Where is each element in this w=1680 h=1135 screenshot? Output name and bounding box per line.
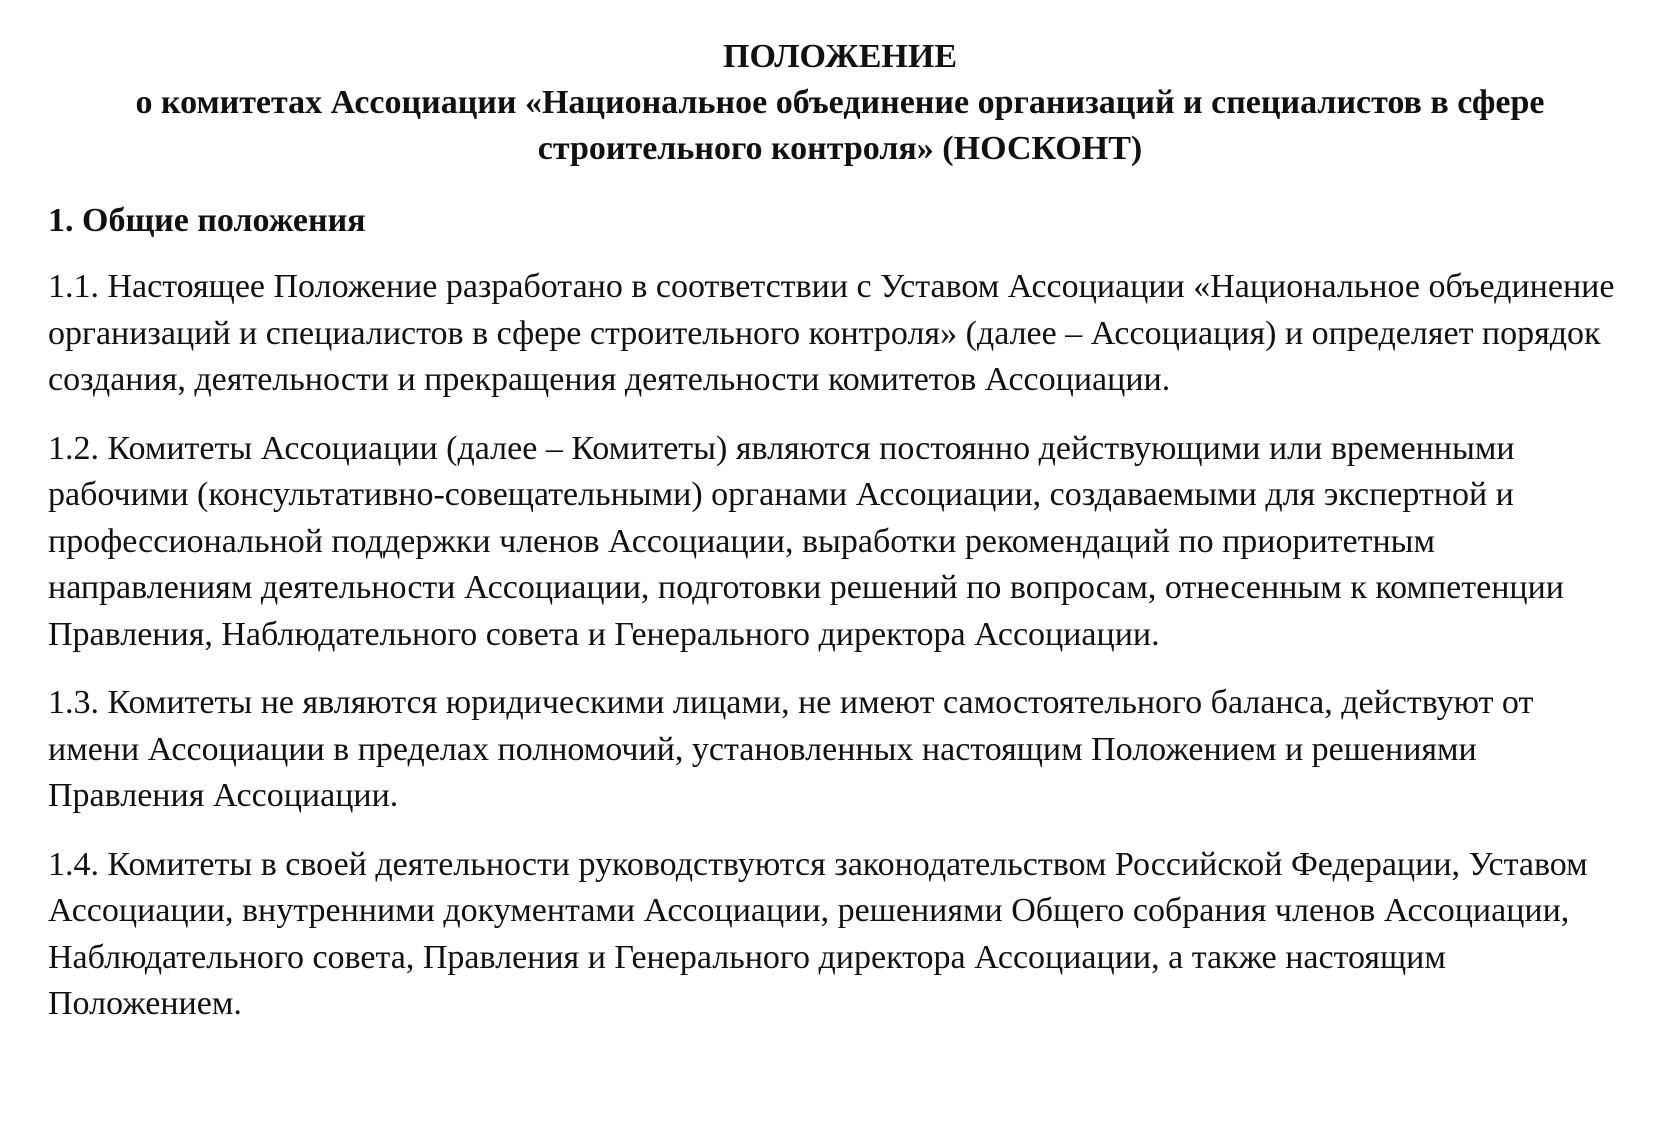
paragraph-1-1: 1.1. Настоящее Положение разработано в соответствии с Уставом Ассоциации «Национальное объединение организаций и специалистов в сфере строительного контроля» (далее – Ассоциация) и определяет порядок создания, деятельности и прекращения деятельности комитетов Ассоциации.: [48, 268, 1615, 398]
paragraph-1-4: 1.4. Комитеты в своей деятельности руководствуются законодательством Российской Федерации, Уставом Ассоциации, внутренними документами Ассоциации, решениями Общего собрания членов Ассоциации, Наблюдательного совета, Правления и Генерального директора Ассоциации, а также настоящим Положением.: [48, 845, 1588, 1022]
section-heading: 1. Общие положения: [48, 202, 366, 239]
document-subtitle: о комитетах Ассоциации «Национальное объединение организаций и специалистов в сфере строительного контроля» (НОСКОНТ): [135, 84, 1545, 167]
paragraph-1-2: 1.2. Комитеты Ассоциации (далее – Комитеты) являются постоянно действующими или временными рабочими (консультативно-совещательными) органами Ассоциации, создаваемыми для экспертной и профессиональной поддержки членов Ассоциации, выработки рекомендаций по приоритетным направлениям деятельности Ассоциации, подготовки решений по вопросам, отнесенным к компетенции Правления, Наблюдательного совета и Генерального директора Ассоциации.: [48, 429, 1564, 653]
paragraph-1-3: 1.3. Комитеты не являются юридическими лицами, не имеют самостоятельного баланса, действуют от имени Ассоциации в пределах полномочий, установленных настоящим Положением и решениями Правления Ассоциации.: [48, 684, 1534, 814]
document-title: ПОЛОЖЕНИЕ: [723, 38, 957, 75]
